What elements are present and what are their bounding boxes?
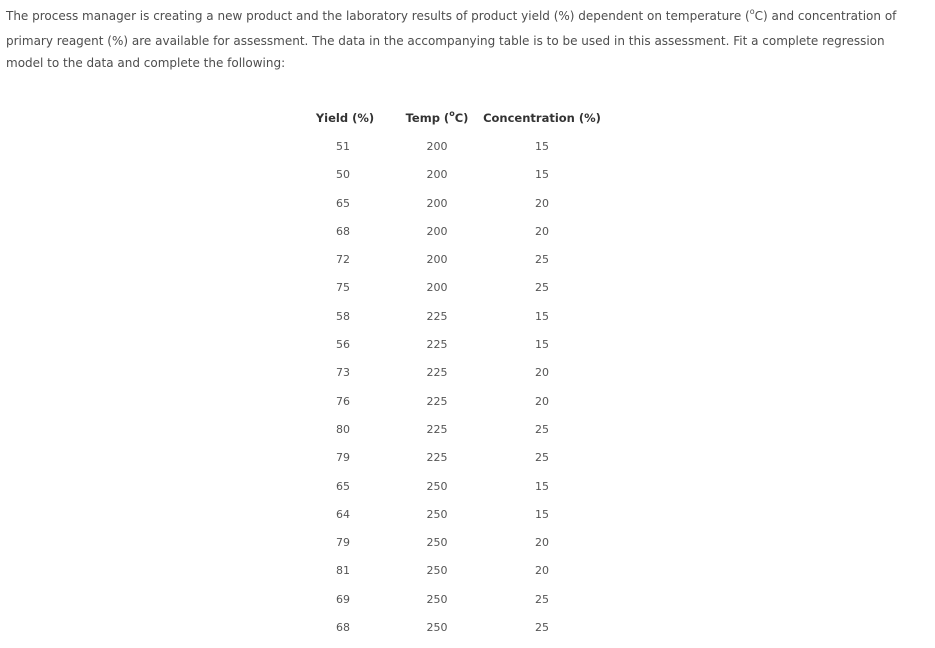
cell-temp: 250 [426,536,448,550]
cell-temp: 200 [426,281,448,295]
cell-temp: 200 [426,196,448,210]
cell-concentration: 25 [535,281,549,295]
cell-concentration: 15 [535,168,549,182]
cell-concentration: 15 [535,338,549,352]
table-header-row [300,103,620,133]
table-row [300,444,620,472]
cell-temp: 250 [426,507,448,521]
table-row [300,416,620,444]
header-temp [396,103,478,135]
cell-temp: 225 [426,451,448,465]
cell-temp: 225 [426,309,448,323]
cell-temp: 250 [426,592,448,606]
cell-concentration: 20 [535,224,549,238]
cell-temp: 225 [426,366,448,380]
cell-concentration: 25 [535,621,549,635]
intro-text-part1: The process manager is creating a new product and the laboratory results of product yield (%) dependent on temperature ( [6,9,750,23]
table-row [300,190,620,218]
cell-yield: 76 [336,394,350,408]
cell-temp: 200 [426,224,448,238]
cell-yield: 80 [336,422,350,436]
cell-yield: 58 [336,309,350,323]
header-temp-degree: o [449,109,455,118]
cell-temp: 250 [426,479,448,493]
cell-concentration: 20 [535,536,549,550]
cell-temp: 200 [426,168,448,182]
cell-yield: 73 [336,366,350,380]
cell-yield: 65 [336,196,350,210]
cell-concentration: 20 [535,366,549,380]
cell-temp: 250 [426,621,448,635]
cell-concentration: 25 [535,592,549,606]
table-row [300,246,620,274]
cell-concentration: 25 [535,451,549,465]
table-row [300,133,620,161]
table-row [300,586,620,614]
table-row [300,274,620,302]
cell-yield: 64 [336,507,350,521]
header-temp-suffix: C) [454,111,469,125]
table-row [300,529,620,557]
cell-yield: 79 [336,536,350,550]
cell-concentration: 20 [535,196,549,210]
problem-description [6,5,911,75]
cell-yield: 56 [336,338,350,352]
header-temp-prefix: Temp ( [405,111,450,125]
cell-yield: 75 [336,281,350,295]
table-row [300,388,620,416]
cell-concentration: 25 [535,253,549,267]
cell-yield: 79 [336,451,350,465]
table-row [300,614,620,642]
header-concentration: Concentration (%) [483,111,601,125]
degree-superscript: o [749,7,755,16]
cell-temp: 200 [426,253,448,267]
table-body [300,133,620,642]
table-row [300,331,620,359]
cell-yield: 65 [336,479,350,493]
cell-concentration: 15 [535,507,549,521]
cell-concentration: 20 [535,394,549,408]
cell-yield: 50 [336,168,350,182]
cell-concentration: 25 [535,422,549,436]
cell-concentration: 20 [535,564,549,578]
table-row [300,161,620,189]
cell-temp: 225 [426,394,448,408]
cell-temp: 250 [426,564,448,578]
table-row [300,359,620,387]
cell-yield: 68 [336,621,350,635]
cell-yield: 68 [336,224,350,238]
cell-temp: 225 [426,422,448,436]
table-row [300,303,620,331]
cell-yield: 81 [336,564,350,578]
table-row [300,557,620,585]
cell-yield: 69 [336,592,350,606]
cell-temp: 200 [426,140,448,153]
cell-concentration: 15 [535,140,549,153]
intro-text-part2: C) and concentration of primary reagent (%) are available for assessment. The data in the accompanying table is to be used in this assessment. Fit a complete regression model to the data and complete the following: [6,9,897,70]
cell-yield: 72 [336,253,350,267]
data-table [300,103,620,642]
table-row [300,473,620,501]
cell-concentration: 15 [535,309,549,323]
header-yield: Yield (%) [315,111,375,125]
cell-concentration: 15 [535,479,549,493]
cell-temp: 225 [426,338,448,352]
table-row [300,218,620,246]
table-row [300,501,620,529]
cell-yield: 51 [336,140,350,153]
